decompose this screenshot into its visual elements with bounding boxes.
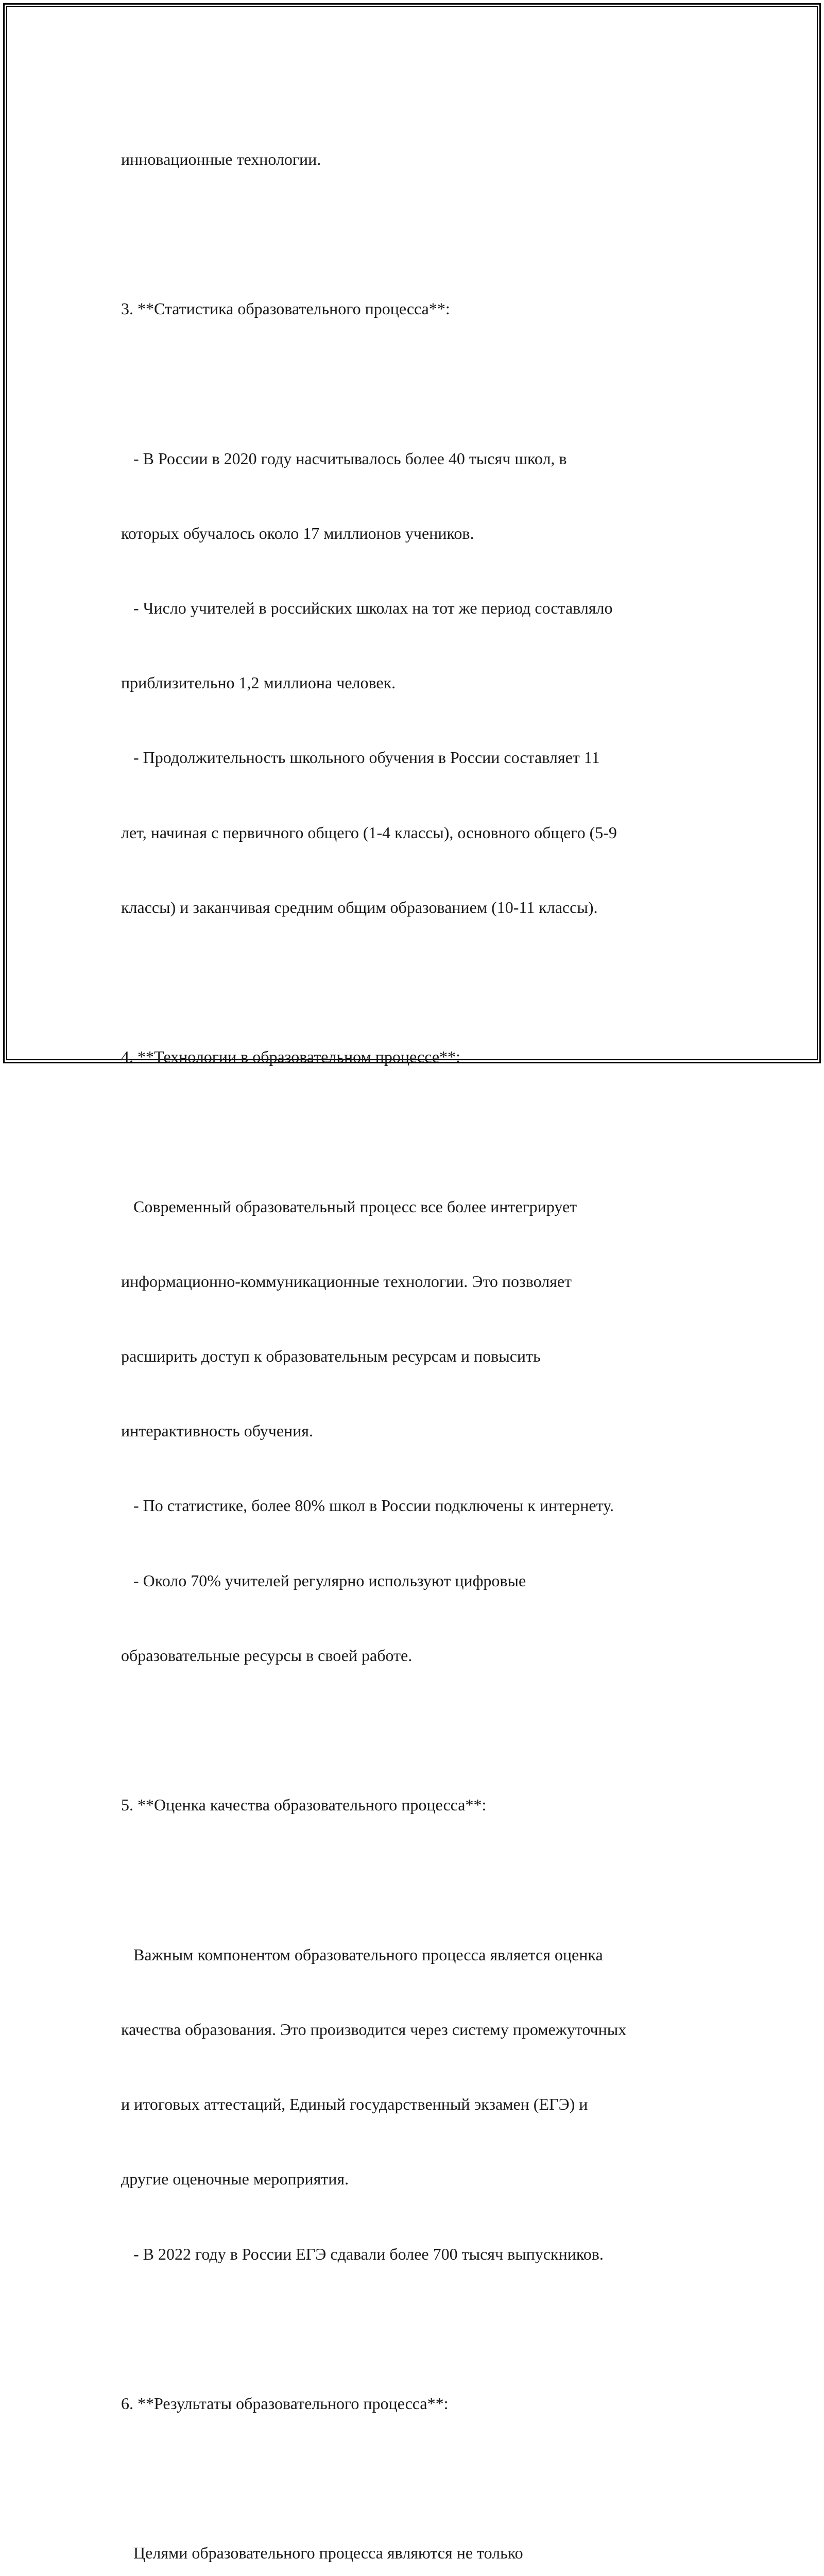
text-line: лет, начиная с первичного общего (1-4 классы), основного общего (5-9 xyxy=(121,823,617,842)
section-heading-results: 6. **Результаты образовательного процесса**: xyxy=(121,2394,449,2413)
text-line: Целями образовательного процесса являются не только xyxy=(121,2544,523,2563)
text-line xyxy=(121,1718,729,1742)
text-line: Современный образовательный процесс все более интегрирует xyxy=(121,1197,577,1216)
text-line: качества образования. Это производится через систему промежуточных xyxy=(121,2020,627,2039)
text-line: - Число учителей в российских школах на тот же период составляло xyxy=(121,599,613,618)
text-line xyxy=(121,2466,729,2490)
text-line xyxy=(121,970,729,994)
text-line: образовательные ресурсы в своей работе. xyxy=(121,1646,413,1665)
text-line: информационно-коммуникационные технологии. Это позволяет xyxy=(121,1272,572,1291)
text-line xyxy=(121,371,729,396)
text-line: - Продолжительность школьного обучения в России составляет 11 xyxy=(121,748,600,767)
text-line: Важным компонентом образовательного процесса является оценка xyxy=(121,1945,603,1964)
text-line: расширить доступ к образовательным ресурсам и повысить xyxy=(121,1347,541,1366)
text-line: - По статистике, более 80% школ в России подключены к интернету. xyxy=(121,1496,614,1515)
text-line: классы) и заканчивая средним общим образованием (10-11 классы). xyxy=(121,897,598,917)
document-body xyxy=(121,97,729,2576)
text-line xyxy=(121,2316,729,2341)
text-line: и итоговых аттестаций, Единый государственный экзамен (ЕГЭ) и xyxy=(121,2095,588,2114)
text-line xyxy=(121,1119,729,1144)
text-line xyxy=(121,222,729,246)
text-line: интерактивность обучения. xyxy=(121,1421,314,1440)
text-line: - В 2022 году в России ЕГЭ сдавали более 700 тысяч выпускников. xyxy=(121,2244,604,2263)
text-line: - Около 70% учителей регулярно используют цифровые xyxy=(121,1571,526,1590)
text-line xyxy=(121,1867,729,1892)
text-line: инновационные технологии. xyxy=(121,149,321,168)
text-line: - В России в 2020 году насчитывалось более 40 тысяч школ, в xyxy=(121,449,567,468)
text-line: которых обучалось около 17 миллионов учеников. xyxy=(121,523,474,543)
text-line: приблизительно 1,2 миллиона человек. xyxy=(121,673,396,692)
section-heading-quality: 5. **Оценка качества образовательного процесса**: xyxy=(121,1795,487,1815)
section-heading-technologies: 4. **Технологии в образовательном процессе**: xyxy=(121,1047,460,1066)
text-line: другие оценочные мероприятия. xyxy=(121,2170,349,2189)
section-heading-statistics: 3. **Статистика образовательного процесса**: xyxy=(121,299,450,318)
